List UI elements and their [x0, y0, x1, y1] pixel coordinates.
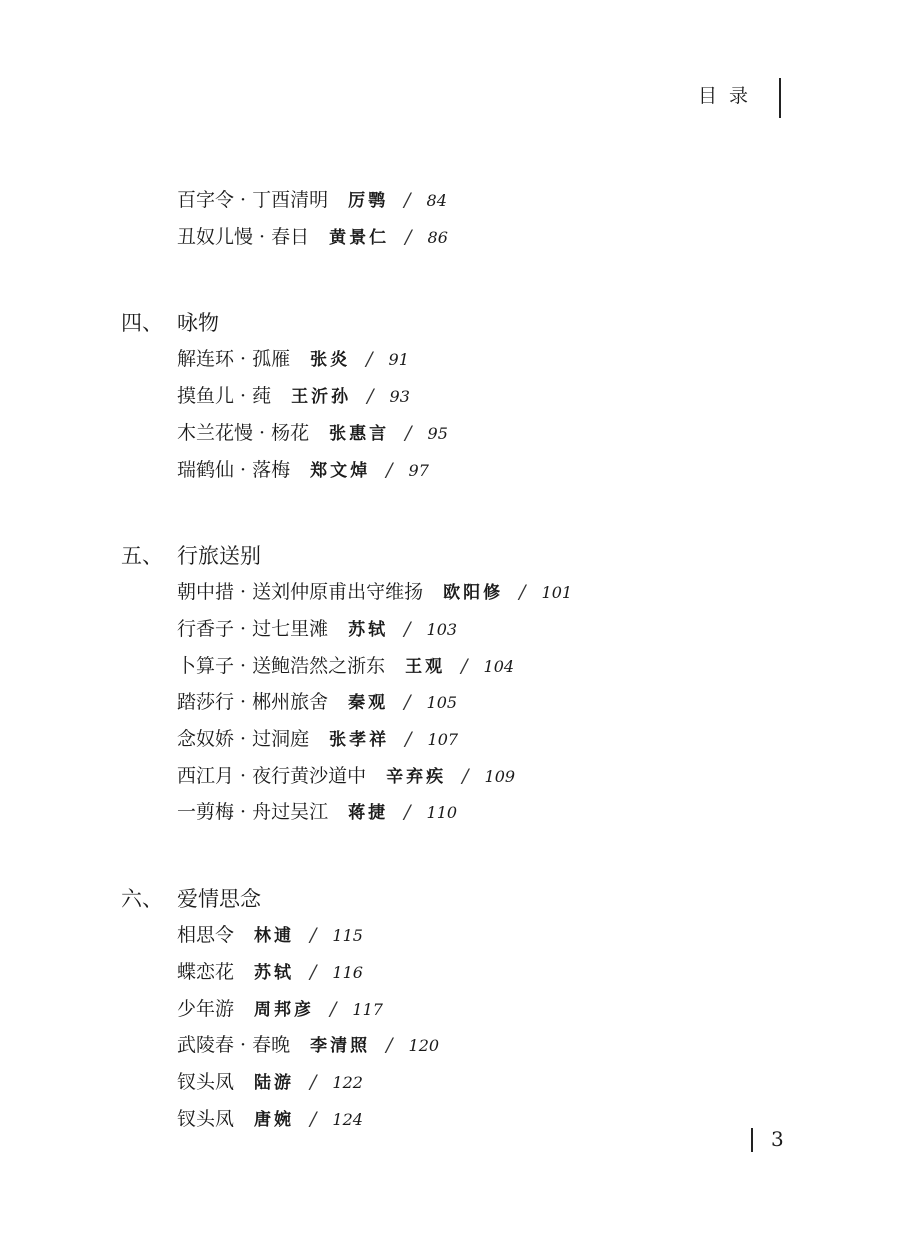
toc-entry[interactable]: [177, 345, 409, 374]
entry-title: 武陵春 · 春晚: [177, 1034, 291, 1057]
entry-author: 张惠言: [329, 423, 390, 444]
section-number: 四、: [121, 311, 163, 336]
entry-author: 苏轼: [348, 619, 389, 640]
entry-title: 西江月 · 夜行黄沙道中: [177, 764, 367, 787]
entry-separator: /: [462, 764, 469, 787]
toc-entry[interactable]: [177, 958, 363, 987]
entry-author: 陆游: [254, 1072, 295, 1093]
entry-separator: /: [367, 385, 374, 408]
toc-entry[interactable]: [177, 223, 448, 252]
footer-divider: [751, 1128, 753, 1152]
entry-separator: /: [330, 997, 337, 1020]
entry-page-number: 105: [426, 693, 458, 713]
entry-author: 王观: [405, 656, 446, 677]
entry-separator: /: [310, 924, 317, 947]
entry-author: 辛弃疾: [386, 766, 447, 787]
page-header-title: 目录: [697, 85, 760, 107]
entry-page-number: 103: [426, 619, 458, 639]
entry-page-number: 117: [352, 999, 383, 1019]
entry-author: 林逋: [254, 926, 295, 947]
entry-author: 张孝祥: [329, 730, 390, 750]
entry-title: 钗头凤: [177, 1107, 235, 1130]
section-number: 五、: [121, 544, 163, 569]
entry-separator: /: [310, 1107, 317, 1130]
entry-title: 相思令: [177, 924, 235, 947]
entry-page-number: 91: [388, 350, 409, 370]
entry-separator: /: [366, 348, 373, 371]
entry-separator: /: [310, 1070, 317, 1093]
entry-page-number: 116: [332, 962, 363, 982]
entry-title: 行香子 · 过七里滩: [177, 617, 329, 640]
entry-page-number: 124: [332, 1109, 363, 1129]
section-title: 爱情思念: [177, 887, 261, 912]
entry-author: 王沂孙: [291, 387, 352, 408]
entry-author: 李清照: [310, 1036, 371, 1057]
entry-author: 欧阳修: [443, 583, 504, 604]
toc-entry[interactable]: [177, 382, 410, 411]
entry-title: 摸鱼儿 · 莼: [177, 385, 272, 408]
entry-page-number: 86: [427, 227, 448, 247]
section-heading: [121, 542, 261, 570]
entry-page-number: 107: [427, 730, 459, 749]
entry-separator: /: [519, 581, 526, 604]
toc-entry[interactable]: [177, 615, 457, 644]
section-heading: [121, 885, 261, 913]
toc-entry[interactable]: [177, 688, 457, 717]
entry-title: 瑞鹤仙 · 落梅: [177, 458, 291, 481]
entry-title: 卜算子 · 送鲍浩然之浙东: [177, 654, 386, 677]
entry-title: 朝中措 · 送刘仲原甫出守维扬: [177, 581, 424, 604]
entry-title: 蝶恋花: [177, 960, 235, 983]
toc-entry[interactable]: [177, 995, 383, 1024]
entry-separator: /: [461, 654, 468, 677]
entry-author: 黄景仁: [329, 227, 390, 248]
toc-entry[interactable]: [177, 186, 447, 215]
section-heading: [121, 309, 219, 337]
entry-title: 少年游: [177, 997, 235, 1020]
entry-author: 秦观: [348, 693, 389, 714]
entry-page-number: 120: [408, 1036, 440, 1056]
entry-page-number: 110: [426, 803, 458, 823]
section-title: 咏物: [177, 311, 219, 336]
entry-author: 张炎: [310, 350, 351, 371]
toc-entry[interactable]: [177, 1031, 439, 1060]
entry-separator: /: [405, 421, 412, 444]
entry-page-number: 115: [332, 926, 363, 946]
entry-title: 百字令 · 丁酉清明: [177, 189, 329, 211]
entry-page-number: 109: [484, 766, 516, 786]
entry-author: 苏轼: [254, 962, 295, 983]
entry-title: 木兰花慢 · 杨花: [177, 421, 310, 444]
toc-entry[interactable]: [177, 456, 429, 485]
toc-entry[interactable]: [177, 1068, 363, 1097]
entry-separator: /: [404, 801, 411, 824]
section-number: 六、: [121, 887, 163, 912]
toc-entry[interactable]: [177, 725, 458, 754]
entry-page-number: 95: [427, 423, 448, 443]
toc-entry[interactable]: [177, 1105, 363, 1134]
entry-title: 钗头凤: [177, 1070, 235, 1093]
entry-separator: /: [386, 1034, 393, 1057]
toc-entry[interactable]: [177, 921, 363, 950]
toc-entry[interactable]: [177, 762, 515, 791]
entry-title: 一剪梅 · 舟过吴江: [177, 801, 329, 824]
entry-author: 唐婉: [254, 1109, 295, 1130]
entry-title: 解连环 · 孤雁: [177, 348, 291, 371]
entry-separator: /: [386, 458, 393, 481]
entry-author: 厉鹗: [348, 191, 389, 211]
entry-page-number: 101: [541, 583, 573, 603]
entry-separator: /: [405, 225, 412, 248]
entry-author: 周邦彦: [254, 999, 315, 1020]
entry-separator: /: [310, 960, 317, 983]
entry-title: 丑奴儿慢 · 春日: [177, 225, 310, 248]
entry-page-number: 104: [483, 656, 515, 676]
entry-separator: /: [405, 728, 412, 750]
toc-entry[interactable]: [177, 798, 457, 827]
page-number: 3: [771, 1127, 784, 1151]
entry-separator: /: [404, 189, 411, 211]
entry-separator: /: [404, 691, 411, 714]
entry-page-number: 93: [389, 387, 410, 407]
toc-entry[interactable]: [177, 652, 514, 681]
entry-page-number: 97: [408, 460, 429, 480]
entry-author: 郑文焯: [310, 460, 371, 481]
entry-title: 踏莎行 · 郴州旅舍: [177, 691, 329, 714]
section-title: 行旅送别: [177, 544, 261, 569]
entry-page-number: 122: [332, 1072, 363, 1092]
entry-separator: /: [404, 617, 411, 640]
entry-author: 蒋捷: [348, 803, 389, 824]
entry-page-number: 84: [426, 191, 447, 210]
entry-title: 念奴娇 · 过洞庭: [177, 728, 310, 750]
toc-entry[interactable]: [177, 419, 448, 448]
toc-entry[interactable]: [177, 578, 572, 607]
